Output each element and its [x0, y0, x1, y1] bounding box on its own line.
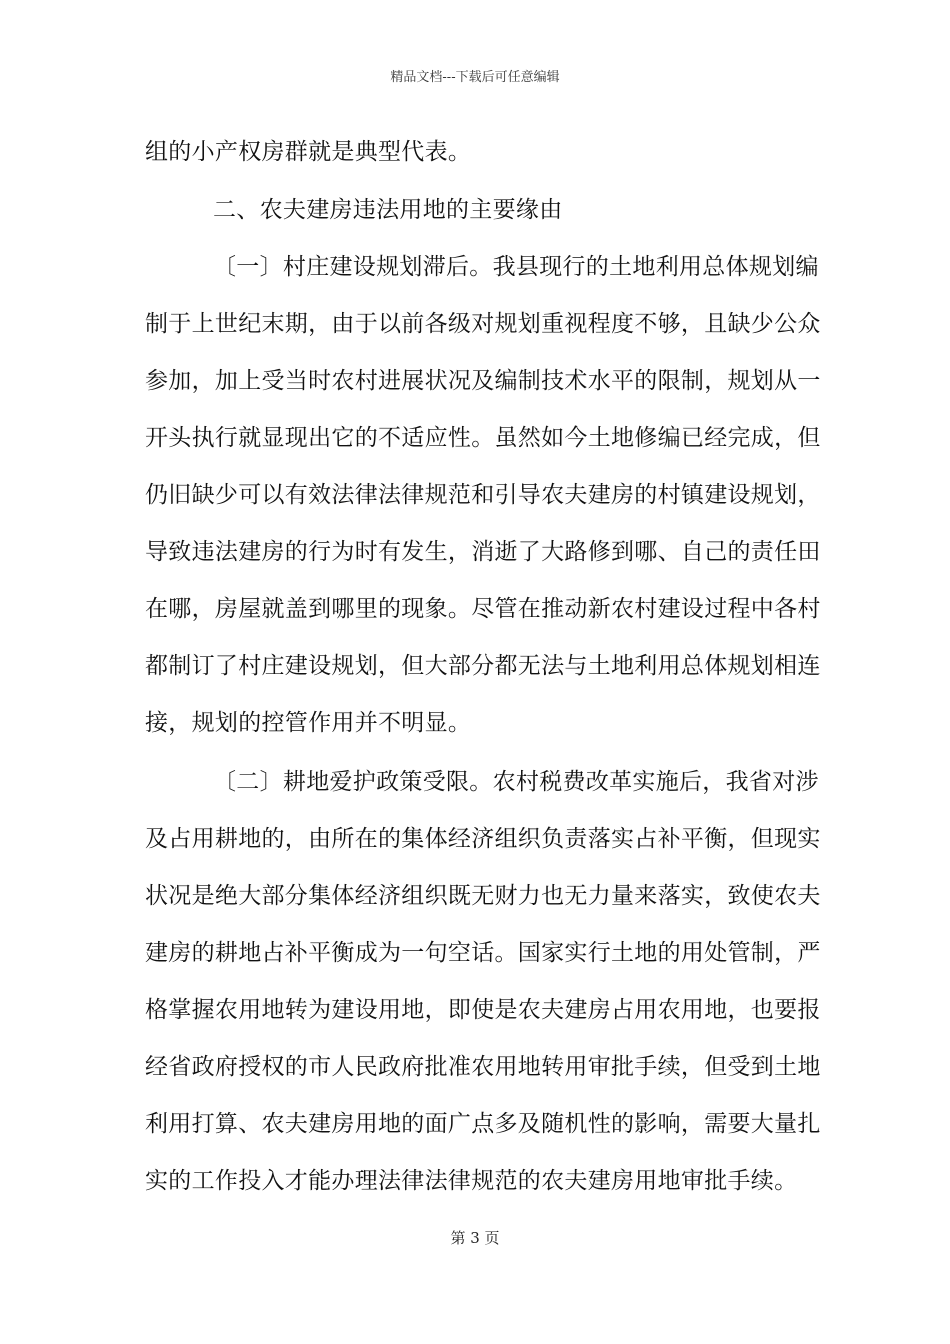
text-line: 格掌握农用地转为建设用地，即使是农夫建房占用农用地，也要报: [145, 997, 821, 1023]
text-line: 组的小产权房群就是典型代表。: [145, 139, 472, 165]
text-line: 建房的耕地占补平衡成为一句空话。国家实行土地的用处管制，严: [145, 940, 821, 966]
text-line: 〔二〕耕地爱护政策受限。农村税费改革实施后，我省对涉: [213, 769, 819, 795]
page-number: 第 3 页: [450, 1229, 500, 1247]
text-line: 接，规划的控管作用并不明显。: [145, 710, 472, 736]
text-line: 制于上世纪末期，由于以前各级对规划重视程度不够，且缺少公众: [145, 311, 821, 337]
text-line: 开头执行就显现出它的不适应性。虽然如今土地修编已经完成，但: [145, 425, 821, 451]
section-heading: 二、农夫建房违法用地的主要缘由: [213, 197, 563, 223]
text-line: 在哪，房屋就盖到哪里的现象。尽管在推动新农村建设过程中各村: [145, 596, 821, 622]
text-line: 仍旧缺少可以有效法律法律规范和引导农夫建房的村镇建设规划，: [145, 482, 821, 508]
text-line: 经省政府授权的市人民政府批准农用地转用审批手续，但受到土地: [145, 1054, 821, 1080]
text-line: 参加，加上受当时农村进展状况及编制技术水平的限制，规划从一: [145, 368, 821, 394]
text-line: 实的工作投入才能办理法律法律规范的农夫建房用地审批手续。: [145, 1168, 798, 1194]
text-line: 状况是绝大部分集体经济组织既无财力也无力量来落实，致使农夫: [145, 883, 821, 909]
text-line: 都制订了村庄建设规划，但大部分都无法与土地利用总体规划相连: [145, 653, 821, 679]
text-line: 〔一〕村庄建设规划滞后。我县现行的土地利用总体规划编: [213, 254, 819, 280]
text-line: 及占用耕地的，由所在的集体经济组织负责落实占补平衡，但现实: [145, 826, 821, 852]
text-line: 利用打算、农夫建房用地的面广点多及随机性的影响，需要大量扎: [145, 1111, 821, 1137]
page-header: 精品文档---下载后可任意编辑: [390, 70, 560, 85]
text-line: 导致违法建房的行为时有发生，消逝了大路修到哪、自己的责任田: [145, 539, 821, 565]
